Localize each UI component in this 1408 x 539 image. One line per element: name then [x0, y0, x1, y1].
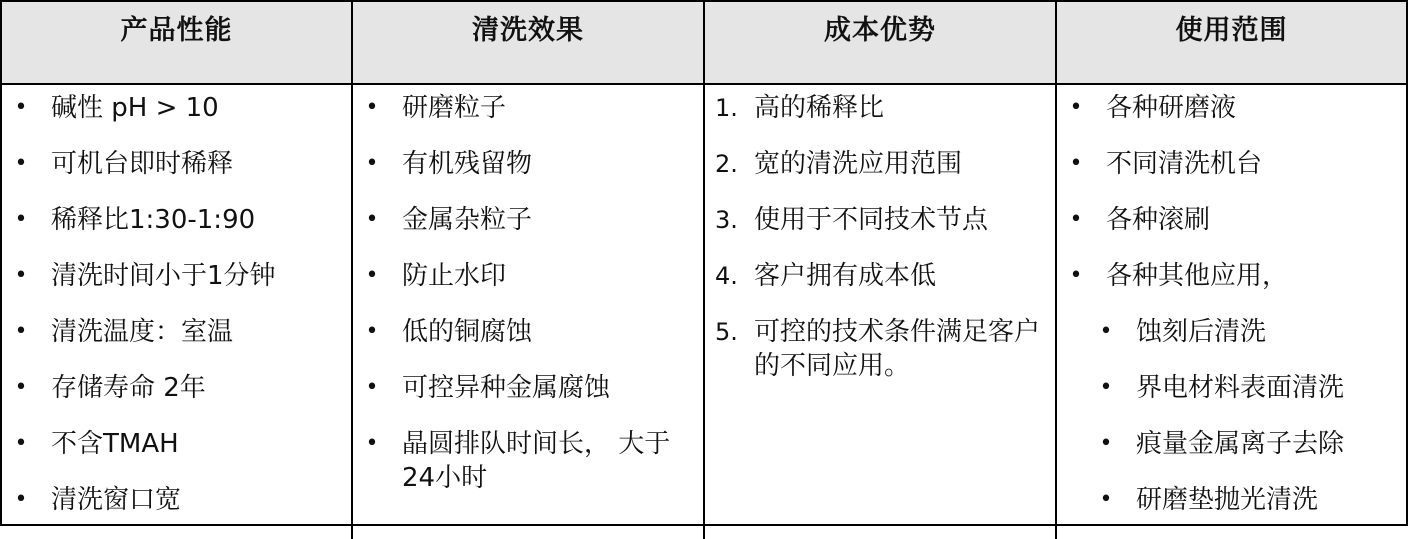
- bullet-list: [353, 91, 703, 495]
- header-label: 成本优势: [824, 15, 936, 46]
- list-item-text: 清洗时间小于1分钟: [51, 261, 276, 291]
- bullet-icon: •: [365, 319, 379, 344]
- list-item-text: 蚀刻后清洗: [1136, 317, 1267, 347]
- bullet-icon: •: [1099, 319, 1113, 344]
- list-item: [2, 91, 351, 125]
- bullet-icon: •: [14, 375, 28, 400]
- list-item: [353, 371, 703, 405]
- list-item-text: 不含TMAH: [51, 429, 179, 459]
- list-item: [1057, 147, 1406, 181]
- bullet-icon: •: [1069, 207, 1083, 232]
- list-number: 1.: [715, 94, 738, 122]
- list-item: [1057, 259, 1406, 293]
- list-item-text: 痕量金属离子去除: [1136, 429, 1345, 459]
- list-item: [2, 483, 351, 517]
- bullet-icon: •: [14, 151, 28, 176]
- list-item: [1057, 203, 1406, 237]
- list-item-text: 研磨垫抛光清洗: [1136, 485, 1319, 515]
- bullet-icon: •: [365, 151, 379, 176]
- header-label: 使用范围: [1175, 15, 1288, 46]
- list-item-text: 可控异种金属腐蚀: [402, 373, 611, 403]
- numbered-list: [705, 91, 1055, 383]
- list-item: [705, 91, 1055, 125]
- bullet-icon: •: [365, 431, 379, 456]
- list-item-text: 使用于不同技术节点: [754, 205, 989, 235]
- list-item-text: 有机残留物: [402, 149, 533, 179]
- list-item: [353, 147, 703, 181]
- sub-list-item: [1057, 427, 1406, 461]
- list-item: [705, 147, 1055, 181]
- list-item-text: 金属杂粒子: [402, 205, 533, 235]
- header-cell-performance: [2, 2, 353, 85]
- bullet-list: [2, 91, 351, 517]
- list-item-text: 清洗窗口宽: [51, 485, 182, 515]
- list-item: [705, 203, 1055, 237]
- bullet-icon: •: [1069, 263, 1083, 288]
- list-item-text: 稀释比1:30-1:90: [51, 205, 256, 235]
- list-item: [2, 203, 351, 237]
- list-item-text: 不同清洗机台: [1106, 149, 1263, 179]
- list-number: 5.: [715, 318, 738, 346]
- list-item-text: 碱性 pH > 10: [51, 93, 219, 123]
- list-item-text: 研磨粒子: [402, 93, 507, 123]
- list-item-text: 存储寿命 2年: [51, 373, 206, 403]
- list-item: [353, 91, 703, 125]
- sub-list-item: [1057, 371, 1406, 405]
- list-item-text: 各种其他应用，: [1106, 261, 1289, 291]
- list-item: [2, 315, 351, 349]
- body-cell-cleaning: [353, 85, 705, 539]
- bullet-icon: •: [14, 319, 28, 344]
- list-item-text: 可机台即时稀释: [51, 149, 234, 179]
- list-item-text: 界电材料表面清洗: [1136, 373, 1345, 403]
- bullet-icon: •: [14, 263, 28, 288]
- header-label: 产品性能: [120, 15, 233, 46]
- list-item-text: 客户拥有成本低: [754, 261, 937, 291]
- header-cell-scope: [1057, 2, 1406, 85]
- list-item-text: 高的稀释比: [754, 93, 885, 123]
- bullet-icon: •: [1069, 95, 1083, 120]
- list-item: [353, 203, 703, 237]
- list-item: [353, 259, 703, 293]
- list-item: [2, 371, 351, 405]
- sub-list-item: [1057, 483, 1406, 517]
- bullet-list: [1057, 91, 1406, 517]
- list-item: [705, 315, 1055, 383]
- body-cell-scope: [1057, 85, 1406, 539]
- body-cell-performance: [2, 85, 353, 539]
- list-item: [2, 147, 351, 181]
- bullet-icon: •: [1099, 487, 1113, 512]
- list-number: 2.: [715, 150, 738, 178]
- list-number: 3.: [715, 206, 738, 234]
- list-item: [353, 427, 703, 495]
- list-number: 4.: [715, 262, 738, 290]
- list-item: [705, 259, 1055, 293]
- bullet-icon: •: [14, 487, 28, 512]
- bullet-icon: •: [14, 207, 28, 232]
- bullet-icon: •: [1099, 431, 1113, 456]
- header-cell-cost: [705, 2, 1057, 85]
- list-item-text: 可控的技术条件满足客户的不同应用。: [754, 317, 1041, 381]
- header-label: 清洗效果: [472, 15, 584, 46]
- list-item: [2, 427, 351, 461]
- list-item-text: 各种研磨液: [1106, 93, 1237, 123]
- bullet-icon: •: [365, 375, 379, 400]
- list-item: [2, 259, 351, 293]
- bullet-icon: •: [365, 263, 379, 288]
- list-item: [353, 315, 703, 349]
- header-cell-cleaning: [353, 2, 705, 85]
- list-item-text: 防止水印: [402, 261, 507, 291]
- bullet-icon: •: [14, 431, 28, 456]
- list-item-text: 清洗温度：室温: [51, 317, 234, 347]
- list-item: [1057, 91, 1406, 125]
- bullet-icon: •: [365, 95, 379, 120]
- list-item-text: 晶圆排队时间长， 大于24小时: [402, 429, 671, 493]
- bullet-icon: •: [1099, 375, 1113, 400]
- list-item-text: 各种滚刷: [1106, 205, 1211, 235]
- list-item-text: 低的铜腐蚀: [402, 317, 533, 347]
- list-item-text: 宽的清洗应用范围: [754, 149, 963, 179]
- bullet-icon: •: [365, 207, 379, 232]
- bullet-icon: •: [1069, 151, 1083, 176]
- sub-list-item: [1057, 315, 1406, 349]
- body-cell-cost: [705, 85, 1057, 539]
- bullet-icon: •: [14, 95, 28, 120]
